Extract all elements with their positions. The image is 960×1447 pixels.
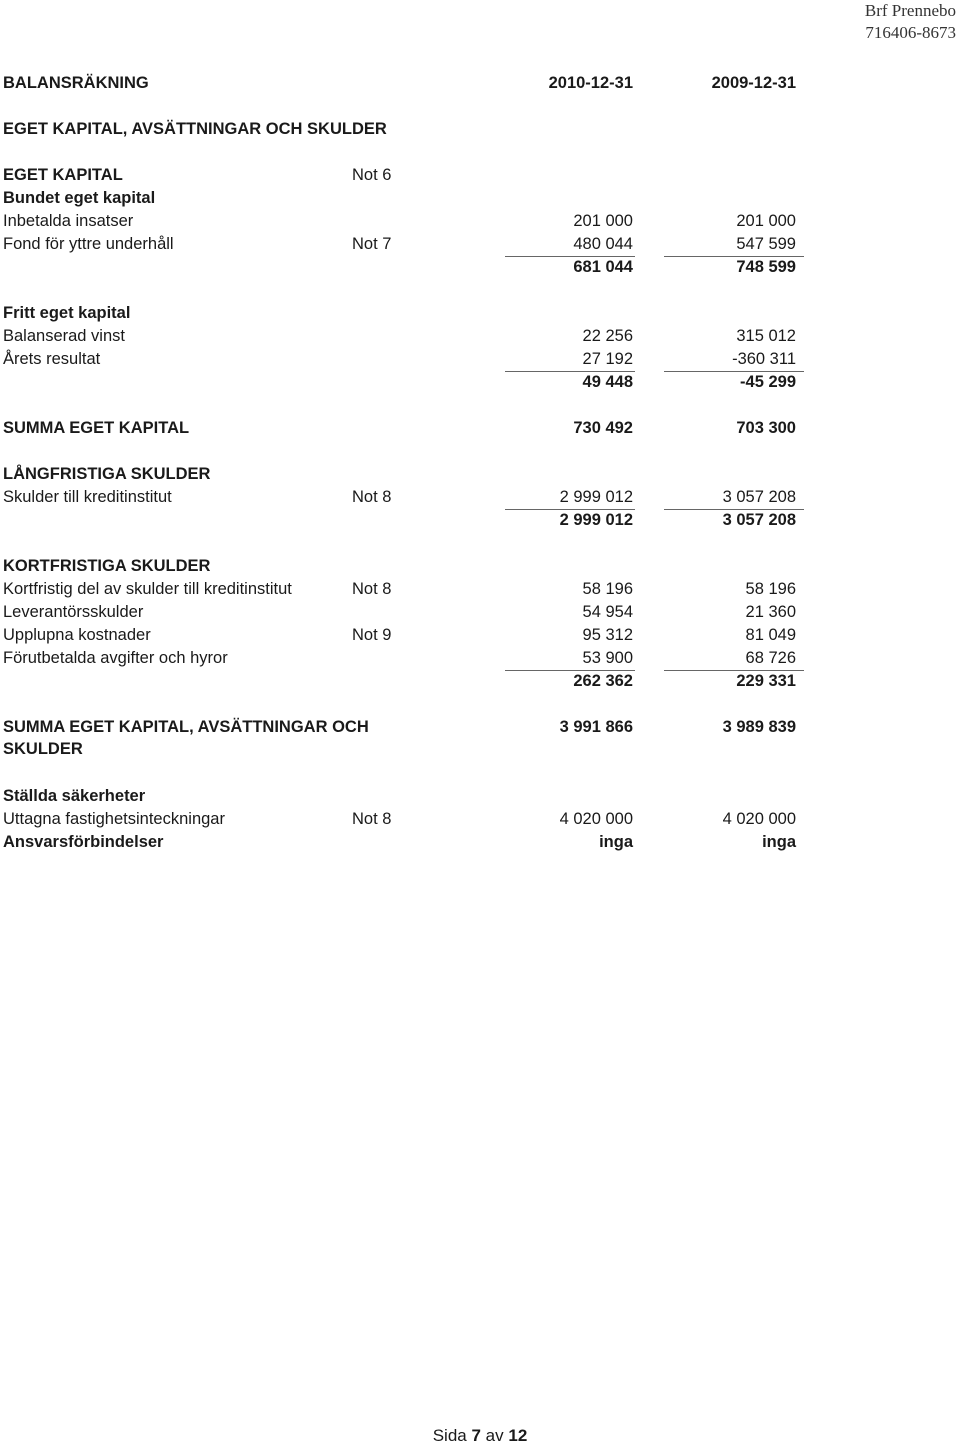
table-row: Fond för yttre underhåll Not 7 480 044 547 599 — [3, 233, 903, 256]
section-title: EGET KAPITAL, AVSÄTTNINGAR OCH SKULDER — [3, 120, 387, 138]
table-row: Kortfristig del av skulder till kreditinstitut Not 8 58 196 58 196 — [3, 578, 903, 601]
subtotal-row: 2 999 012 3 057 208 — [559, 511, 796, 529]
kortfristiga-heading: KORTFRISTIGA SKULDER — [3, 557, 211, 575]
page-of: av — [485, 1426, 504, 1445]
balance-sheet — [3, 72, 903, 854]
column-header-2009: 2009-12-31 — [711, 74, 796, 92]
ansvarsforbindelser-row: Ansvarsförbindelser inga inga — [3, 833, 796, 851]
summa-eget-kapital-row: SUMMA EGET KAPITAL 730 492 703 300 — [3, 419, 796, 437]
document-header — [865, 0, 956, 44]
section-title-row — [3, 118, 903, 141]
subtotal-row: 681 044 748 599 — [573, 258, 796, 276]
page-title: BALANSRÄKNING — [3, 74, 149, 92]
fritt-heading: Fritt eget kapital — [3, 304, 131, 322]
table-row: Leverantörsskulder 54 954 21 360 — [3, 603, 796, 621]
org-number: 716406-8673 — [865, 23, 956, 42]
langfristiga-heading: LÅNGFRISTIGA SKULDER — [3, 465, 211, 483]
page-label: Sida — [432, 1426, 467, 1445]
note-ref: Not 8 — [352, 580, 392, 598]
table-row: Upplupna kostnader Not 9 95 312 81 049 — [3, 624, 903, 647]
bundet-heading: Bundet eget kapital — [3, 189, 156, 207]
page-footer — [0, 1425, 960, 1447]
table-row: Skulder till kreditinstitut Not 8 2 999 012 3 057 208 — [3, 486, 903, 509]
note-ref: Not 8 — [352, 488, 392, 506]
sakerheter-heading: Ställda säkerheter — [3, 787, 146, 805]
table-row: Inbetalda insatser 201 000 201 000 — [3, 212, 796, 230]
title-row — [3, 72, 903, 95]
subtotal-row: 262 362 229 331 — [573, 672, 796, 690]
note-ref: Not 6 — [352, 166, 392, 184]
table-row: Balanserad vinst 22 256 315 012 — [3, 327, 796, 345]
grand-total-row: SUMMA EGET KAPITAL, AVSÄTTNINGAR OCH SKULDER 3 991 866 3 989 839 — [3, 718, 796, 758]
table-row: Årets resultat 27 192 -360 311 — [3, 348, 903, 371]
table-row: Uttagna fastighetsinteckningar Not 8 4 020 000 4 020 000 — [3, 808, 903, 831]
note-ref: Not 9 — [352, 626, 392, 644]
page-number: 7 — [471, 1426, 481, 1445]
subtotal-row: 49 448 -45 299 — [582, 373, 796, 391]
note-ref: Not 7 — [352, 235, 392, 253]
eget-kapital-heading: EGET KAPITAL Not 6 — [3, 164, 903, 187]
page-total: 12 — [508, 1426, 528, 1445]
column-header-2010: 2010-12-31 — [548, 74, 633, 92]
note-ref: Not 8 — [352, 810, 392, 828]
table-row: Förutbetalda avgifter och hyror 53 900 68 726 — [3, 647, 903, 670]
org-name: Brf Prennebo — [864, 1, 956, 20]
